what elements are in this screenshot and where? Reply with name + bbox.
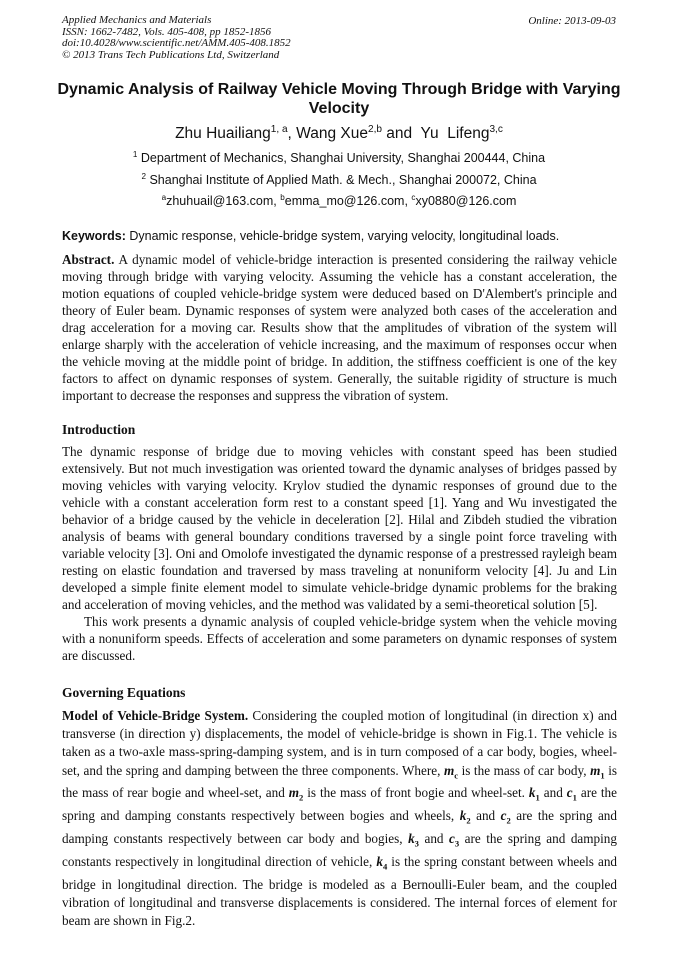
math-symbol: $k_1$ <box>528 785 540 804</box>
math-symbol: $m_2$ <box>288 785 304 804</box>
email: xy0880@126.com <box>415 194 517 209</box>
author-sup: 1, a <box>270 124 288 135</box>
author-sup: 2,b <box>367 124 382 135</box>
math-symbol: $m_c$ <box>443 762 459 781</box>
aff-sup: 2 <box>141 172 146 181</box>
text-run: and <box>539 785 567 801</box>
math-symbol: $k_4$ <box>376 853 388 872</box>
email: emma_mo@126.com, <box>284 194 412 209</box>
email-sup: c <box>411 193 416 202</box>
affiliation-1 <box>0 150 678 165</box>
online-date: Online: 2013-09-03 <box>528 15 616 27</box>
journal-info <box>62 15 291 61</box>
keywords <box>62 229 559 243</box>
abstract-label: Abstract. <box>62 252 115 267</box>
text-run: Considering the coupled motion of longitudinal (in direction x) and transverse (in direction y) displacements, the model of vehicle-bridge is shown in Fig.1. The vehicle is taken as a two-axle mass-spring-damping system, and is in turn composed of a car body, bogies, wheel-set, and the spring and damping between the three components. Where, <box>62 708 617 778</box>
doi: doi:10.4028/www.scientific.net/AMM.405-408.1852 <box>62 37 291 49</box>
copyright: © 2013 Trans Tech Publications Ltd, Switzerland <box>62 48 280 61</box>
math-symbol: $c_3$ <box>449 831 460 849</box>
abstract <box>62 251 617 404</box>
keywords-label: Keywords: <box>62 229 126 243</box>
text-run: and <box>470 808 501 824</box>
author-sup: 3,c <box>489 124 503 135</box>
affiliation-2 <box>0 172 678 187</box>
email-sup: b <box>280 193 285 202</box>
aff-text: Shanghai Institute of Applied Math. & Mech., Shanghai 200072, China <box>145 173 537 188</box>
math-symbol: $k_3$ <box>408 831 419 849</box>
text-run: is the mass of front bogie and wheel-set. <box>303 785 529 801</box>
model-label: Model of Vehicle-Bridge System. <box>62 708 249 723</box>
introduction-heading: Introduction <box>62 422 136 437</box>
text-run: and <box>418 831 449 847</box>
math-symbol: $c_1$ <box>566 785 577 804</box>
aff-text: Department of Mechanics, Shanghai University, Shanghai 200444, China <box>137 151 546 166</box>
paragraph: The dynamic response of bridge due to moving vehicles with constant speed has been studied extensively. But not much investigation was oriented toward the dynamic analyses of bridges passed by moving vehicles with varying velocity. Krylov studied the dynamic responses of ground due to the vehicle with a constant acceleration form rest to a constant speed [1]. Yang and Wu investigated the behavior of a bridge caused by the vehicle in deceleration [2]. Hilal and Zibdeh studied the vibration analysis of beams with general boundary conditions traversed by a single point force traveling with variable velocity [3]. Oni and Omolofe investigated the dynamic response of a prestressed rayleigh beam resting on elastic foundation and traversed by mass traveling at nonuniform velocity [4]. Ju and Lin developed a simple finite element model to simulate vehicle-bridge dynamic problems for the braking and acceleration of moving vehicles, and the method was validated by a semi-theoretical solution [5]. <box>62 444 617 612</box>
introduction-body <box>62 443 617 664</box>
author: Yu Lifeng <box>420 125 490 143</box>
math-symbol: $k_2$ <box>459 808 471 826</box>
abstract-text: A dynamic model of vehicle-bridge interaction is presented considering the railway vehicle moving through bridge with varying velocity. Assuming the vehicle has a constant acceleration, the motion equations of coupled vehicle-bridge system were deduced based on D'Alembert's principle and theory of Euler beam. Dynamic responses of system were analyzed both cases of the acceleration and drag acceleration for a moving car. Results show that the amplitudes of vibration of the system will enlarge sharply with the acceleration of vehicle increasing, and the maximum of responses occur when the vehicle moving at the middle point of bridge. In addition, the stiffness coefficient is one of the key factors to affect on dynamic responses of system. Generally, the suitable rigidity of structure is much important to decrease the responses and suppress the vibration of system. <box>62 252 617 403</box>
text-run: are the spring and damping constants respectively between car body and bogies, <box>62 808 617 847</box>
paragraph: This work presents a dynamic analysis of coupled vehicle-bridge system when the vehicle moving with a nonuniform speeds. Effects of acceleration and some parameters on dynamic responses of system are discussed. <box>62 614 617 663</box>
aff-sup: 1 <box>132 150 138 159</box>
email-sup: a <box>161 193 167 202</box>
math-symbol: $c_2$ <box>500 808 511 826</box>
author: Wang Xue <box>296 125 368 143</box>
governing-heading: Governing Equations <box>62 685 186 700</box>
text-run: is the mass of car body, <box>458 762 591 778</box>
text-run: are the spring and damping constants respectively in longitudinal direction of vehicle, <box>62 831 617 869</box>
text-run: is the spring constant between wheels and bridge in longitudinal direction. The bridge is modeled as a Bernoulli-Euler beam, and the coupled vibration of longitudinal and transverse displacements is considered. The internal forces of element for beam are shown in Fig.2. <box>62 853 618 929</box>
text-run: is the mass of rear bogie and wheel-set, and <box>62 762 617 801</box>
keywords-text: Dynamic response, vehicle-bridge system, varying velocity, longitudinal loads. <box>125 229 560 243</box>
author: Zhu Huailiang <box>175 125 271 143</box>
sep: , <box>287 125 297 143</box>
email: zhuhuail@163.com, <box>166 194 281 209</box>
issn: ISSN: 1662-7482, Vols. 405-408, pp 1852-1856 <box>62 25 271 38</box>
emails <box>0 193 678 208</box>
sep: and <box>381 125 421 143</box>
text-run: are the spring and damping constants respectively between bogies and wheels, <box>62 785 617 824</box>
paper-title: Dynamic Analysis of Railway Vehicle Moving Through Bridge with Varying Velocity <box>57 81 621 117</box>
math-symbol: $m_1$ <box>590 762 605 781</box>
journal-name: Applied Mechanics and Materials <box>62 14 212 26</box>
governing-body <box>62 707 617 930</box>
authors <box>0 124 678 143</box>
